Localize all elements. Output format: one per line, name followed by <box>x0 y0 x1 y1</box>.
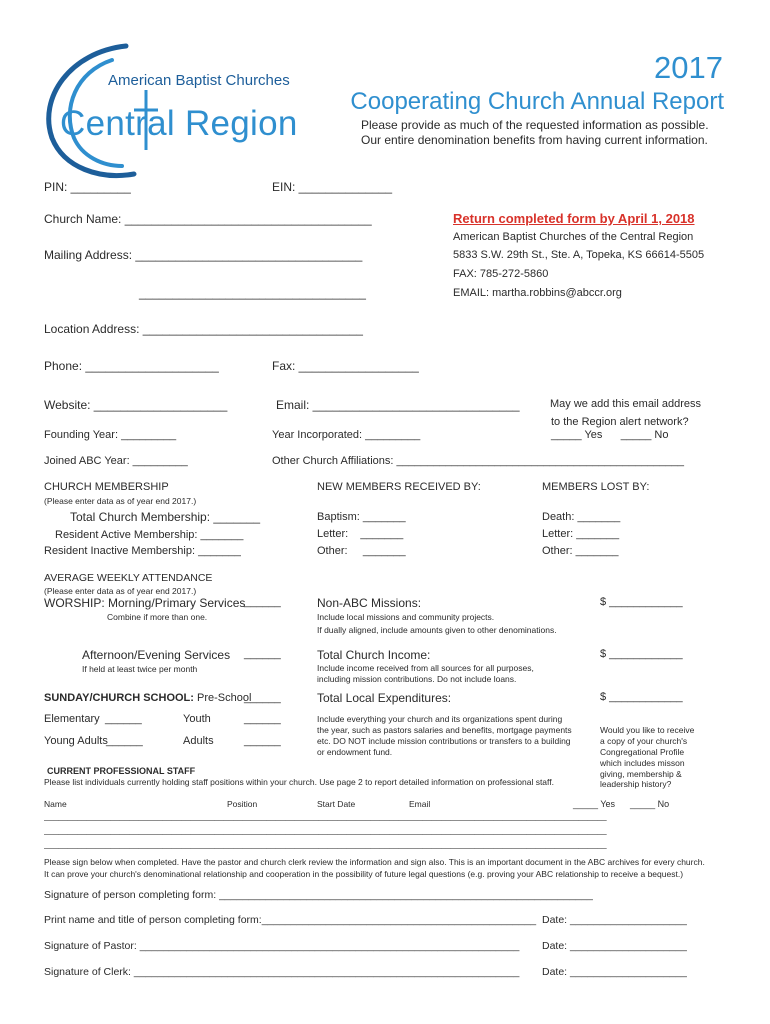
death-field[interactable]: Death: _______ <box>542 511 621 523</box>
affiliations-field[interactable]: Other Church Affiliations: _______________________________________________ <box>272 455 685 467</box>
other-lost-field[interactable]: Other: _______ <box>542 545 619 557</box>
profile-question-1: Would you like to receive <box>600 725 695 735</box>
new-members-heading: NEW MEMBERS RECEIVED BY: <box>317 481 481 493</box>
missions-amount-field[interactable]: $ ____________ <box>600 596 683 608</box>
fax-field[interactable]: Fax: __________________ <box>272 359 419 373</box>
income-note-1: Include income received from all sources for all purposes, <box>317 663 534 673</box>
total-membership-field[interactable]: Total Church Membership: _______ <box>70 510 261 524</box>
staff-line-3[interactable]: _______________________________________________________________________________________________________________________ <box>44 839 607 849</box>
expenditures-note-4: or endowment fund. <box>317 747 393 757</box>
staff-col-position: Position <box>227 799 258 809</box>
other-received-field[interactable]: Other: _______ <box>317 545 406 557</box>
sunday-school-label <box>44 692 251 704</box>
youth-field[interactable]: ______ <box>244 713 281 725</box>
elementary-field[interactable]: ______ <box>105 713 142 725</box>
adults-label: Adults <box>183 735 214 747</box>
worship-label: WORSHIP: Morning/Primary Services <box>44 596 246 610</box>
afternoon-field[interactable]: ______ <box>244 648 281 660</box>
income-amount-field[interactable]: $ ____________ <box>600 648 683 660</box>
report-title: Cooperating Church Annual Report <box>350 88 724 115</box>
expenditures-amount-field[interactable]: $ ____________ <box>600 691 683 703</box>
logo <box>30 38 320 188</box>
profile-question-5: giving, membership & <box>600 769 682 779</box>
signature-note-1: Please sign below when completed. Have the pastor and church clerk review the information and sign also. This is an important document in the ABC archives for every church. <box>44 857 705 867</box>
sunday-school-heading: SUNDAY/CHURCH SCHOOL: <box>44 692 194 704</box>
logo-line1: American Baptist Churches <box>108 72 290 89</box>
income-note-2: including mission contributions. Do not include loans. <box>317 674 517 684</box>
year-incorporated-field[interactable]: Year Incorporated: _________ <box>272 429 421 441</box>
joined-abc-field[interactable]: Joined ABC Year: _________ <box>44 455 188 467</box>
report-subtitle-2: Our entire denomination benefits from having current information. <box>361 133 708 147</box>
expenditures-label: Total Local Expenditures: <box>317 691 452 705</box>
profile-question-6: leadership history? <box>600 779 672 789</box>
missions-note-1: Include local missions and community projects. <box>317 612 495 622</box>
profile-question-2: a copy of your church's <box>600 736 688 746</box>
staff-heading: CURRENT PROFESSIONAL STAFF <box>47 766 196 776</box>
preschool-field[interactable]: ______ <box>244 692 281 704</box>
staff-note: Please list individuals currently holding staff positions within your church. Use page 2 to report detailed information on professional staff. <box>44 777 554 787</box>
founding-year-field[interactable]: Founding Year: _________ <box>44 429 177 441</box>
signature-person-field[interactable]: Signature of person completing form: ________________________________________________________________ <box>44 889 593 901</box>
print-name-field[interactable]: Print name and title of person completing form:_______________________________________________ <box>44 914 537 926</box>
logo-line2: Central Region <box>60 104 298 143</box>
youth-label: Youth <box>183 713 211 725</box>
missions-label: Non-ABC Missions: <box>317 596 422 610</box>
mailing-address-field[interactable]: Mailing Address: __________________________________ <box>44 248 363 262</box>
members-lost-heading: MEMBERS LOST BY: <box>542 481 650 493</box>
clerk-date-field[interactable]: Date: ____________________ <box>542 966 687 978</box>
elementary-label: Elementary <box>44 713 100 725</box>
expenditures-note-3: etc. DO NOT include mission contributions or transfers to a building <box>317 736 571 746</box>
staff-line-1[interactable]: _______________________________________________________________________________________________________________________ <box>44 811 607 821</box>
phone-field[interactable]: Phone: ____________________ <box>44 359 219 373</box>
print-name-date-field[interactable]: Date: ____________________ <box>542 914 687 926</box>
signature-note-2: It can prove your church's denominational relationship and cooperation in the possibility of future legal questions (e.g. proving your ABC relationship to receive a bequest.) <box>44 869 684 879</box>
return-org: American Baptist Churches of the Central Region <box>453 231 694 243</box>
profile-question-4: which includes misson <box>600 758 685 768</box>
return-email: EMAIL: martha.robbins@abccr.org <box>453 287 622 299</box>
expenditures-note-2: the year, such as pastors salaries and benefits, mortgage payments <box>317 725 572 735</box>
ein-field[interactable]: EIN: ______________ <box>272 180 393 194</box>
report-subtitle-1: Please provide as much of the requested information as possible. <box>361 118 709 132</box>
pastor-date-field[interactable]: Date: ____________________ <box>542 940 687 952</box>
membership-note: (Please enter data as of year end 2017.) <box>44 496 197 506</box>
return-fax: FAX: 785-272-5860 <box>453 268 549 280</box>
email-field[interactable]: Email: _______________________________ <box>276 398 520 412</box>
afternoon-note: If held at least twice per month <box>82 664 198 674</box>
email-alert-question-2: to the Region alert network? <box>551 416 689 428</box>
worship-note: Combine if more than one. <box>107 612 208 622</box>
young-adults-field[interactable]: ______ <box>106 735 143 747</box>
return-deadline: Return completed form by April 1, 2018 <box>453 211 695 226</box>
membership-heading: CHURCH MEMBERSHIP <box>44 481 169 493</box>
return-address: 5833 S.W. 29th St., Ste. A, Topeka, KS 66614-5505 <box>453 249 705 261</box>
signature-clerk-field[interactable]: Signature of Clerk: __________________________________________________________________ <box>44 966 520 978</box>
pin-field[interactable]: PIN: _________ <box>44 180 131 194</box>
staff-col-name: Name <box>44 799 67 809</box>
profile-question-3: Congregational Profile <box>600 747 685 757</box>
inactive-membership-field[interactable]: Resident Inactive Membership: _______ <box>44 545 241 557</box>
mailing-address-line2[interactable]: __________________________________ <box>139 286 366 300</box>
active-membership-field[interactable]: Resident Active Membership: _______ <box>55 529 244 541</box>
letter-received-field[interactable]: Letter: _______ <box>317 528 404 540</box>
income-label: Total Church Income: <box>317 648 431 662</box>
signature-pastor-field[interactable]: Signature of Pastor: _________________________________________________________________ <box>44 940 520 952</box>
preschool-label: Pre-School <box>197 692 252 704</box>
letter-lost-field[interactable]: Letter: _______ <box>542 528 620 540</box>
adults-field[interactable]: ______ <box>244 735 281 747</box>
email-alert-question: May we add this email address <box>550 398 702 410</box>
website-field[interactable]: Website: ____________________ <box>44 398 228 412</box>
worship-field[interactable]: ______ <box>244 596 281 608</box>
afternoon-label: Afternoon/Evening Services <box>82 648 231 662</box>
location-address-field[interactable]: Location Address: _________________________________ <box>44 322 363 336</box>
young-adults-label: Young Adults <box>44 735 108 747</box>
staff-col-email: Email <box>409 799 431 809</box>
expenditures-note-1: Include everything your church and its organizations spent during <box>317 714 563 724</box>
report-year: 2017 <box>654 50 723 85</box>
attendance-heading: AVERAGE WEEKLY ATTENDANCE <box>44 572 213 584</box>
church-name-field[interactable]: Church Name: _____________________________________ <box>44 212 372 226</box>
attendance-note: (Please enter data as of year end 2017.) <box>44 586 197 596</box>
baptism-field[interactable]: Baptism: _______ <box>317 511 406 523</box>
email-alert-answer[interactable]: _____ Yes _____ No <box>551 429 669 441</box>
staff-line-2[interactable]: _______________________________________________________________________________________________________________________ <box>44 825 607 835</box>
profile-answer[interactable]: _____ Yes _____ No <box>573 799 670 809</box>
staff-col-start: Start Date <box>317 799 356 809</box>
missions-note-2: If dually aligned, include amounts given to other denominations. <box>317 625 557 635</box>
